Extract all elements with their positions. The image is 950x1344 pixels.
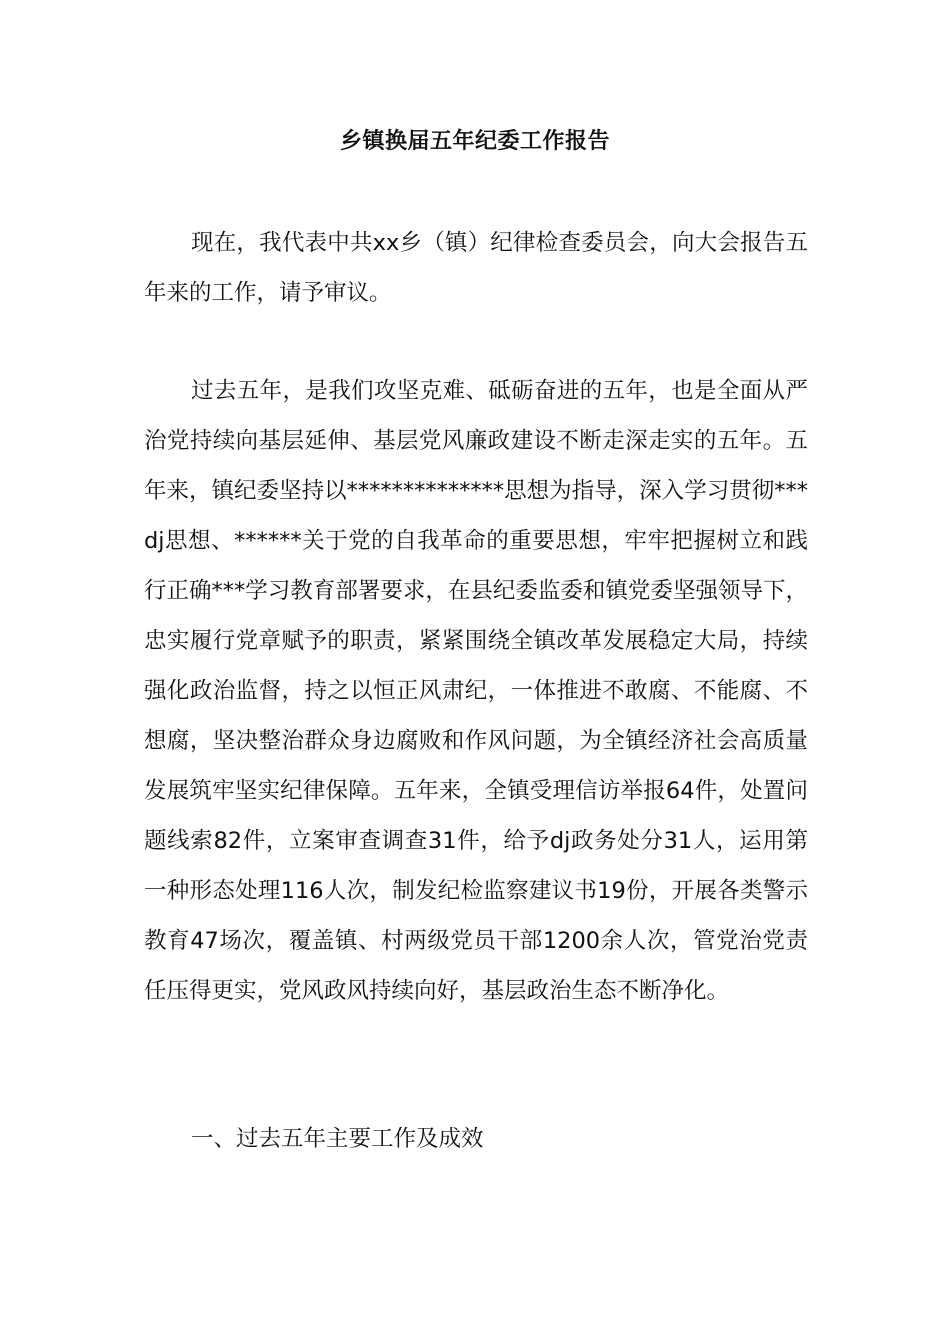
document-title: 乡镇换届五年纪委工作报告 xyxy=(339,129,610,154)
section-heading: 一、过去五年主要工作及成效 xyxy=(191,1126,484,1152)
intro-paragraph: 现在，我代表中共xx乡（镇）纪律检查委员会，向大会报告五年来的工作，请予审议。 xyxy=(144,230,808,306)
summary-paragraph: 过去五年，是我们攻坚克难、砥砺奋进的五年，也是全面从严治党持续向基层延伸、基层党风廉政建设不断走深走实的五年。五年来，镇纪委坚持以**************思想为指导，深入学习贯彻***dj思想、******关于党的自我革命的重要思想，牢牢把握树立和践行正确***学习教育部署要求，在县纪委监委和镇党委坚强领导下，忠实履行党章赋予的职责，紧紧围绕全镇改革发展稳定大局，持续强化政治监督，持之以恒正风肃纪，一体推进不敢腐、不能腐、不想腐，坚决整治群众身边腐败和作风问题，为全镇经济社会高质量发展筑牢坚实纪律保障。五年来，全镇受理信访举报64件，处置问题线索82件，立案审查调查31件，给予dj政务处分31人，运用第一种形态处理116人次，制发纪检监察建议书19份，开展各类警示教育47场次，覆盖镇、村两级党员干部1200余人次，管党治党责任压得更实，党风政风持续向好，基层政治生态不断净化。 xyxy=(144,378,808,1004)
